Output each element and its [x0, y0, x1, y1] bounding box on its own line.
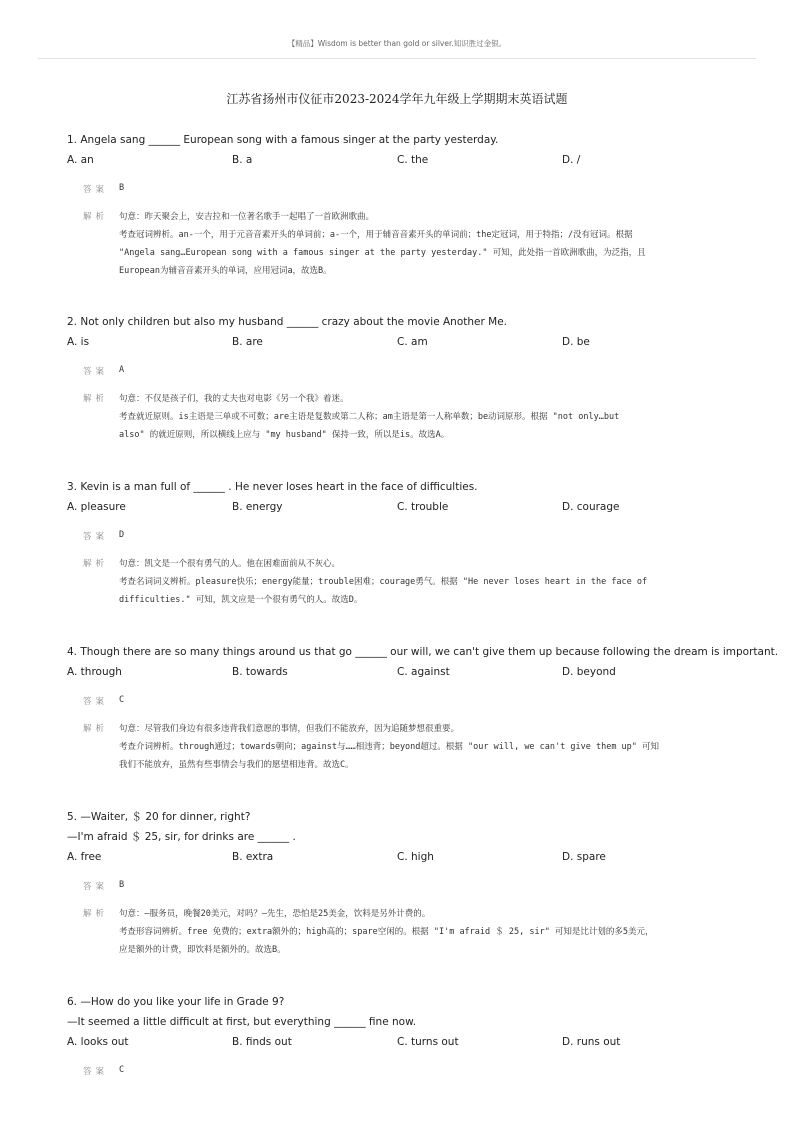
answer-label: 答案	[83, 697, 109, 707]
explanation-line: 句意：昨天聚会上，安吉拉和一位著名歌手一起唱了一首欧洲歌曲。	[119, 212, 375, 222]
answer-label: 答案	[83, 367, 109, 377]
option-a: A. an	[67, 154, 94, 166]
answer-row	[67, 365, 747, 381]
explanation-label: 解析	[83, 559, 109, 569]
question-2	[67, 312, 747, 444]
question-1	[67, 130, 747, 280]
option-a: A. free	[67, 851, 102, 863]
explanation-line: 我们不能放弃，虽然有些事情会与我们的愿望相违背。故选C。	[119, 760, 354, 770]
option-a: A. is	[67, 336, 90, 348]
option-b: B. energy	[232, 501, 283, 513]
explanation-row	[67, 720, 747, 774]
answer-row	[67, 530, 747, 546]
options-row	[67, 1032, 747, 1052]
question-stem: —It seemed a little difficult at first, but everything ______ fine now.	[67, 1016, 417, 1028]
option-d: D. /	[562, 154, 581, 166]
answer-row	[67, 1065, 747, 1081]
option-a: A. pleasure	[67, 501, 126, 513]
explanation-row	[67, 390, 747, 444]
question-stem: 4. Though there are so many things around us that go ______ our will, we can't give them up because following the dream is important.	[67, 646, 779, 658]
explanation-line: 句意：不仅是孩子们，我的丈夫也对电影《另一个我》着迷。	[119, 394, 349, 404]
explanation-line: also" 的就近原则，所以横线上应与 "my husband" 保持一致，所以是is。故选A。	[119, 430, 450, 440]
answer-row	[67, 183, 747, 199]
answer-value: C	[119, 1065, 125, 1075]
option-b: B. extra	[232, 851, 274, 863]
option-c: C. trouble	[397, 501, 449, 513]
answer-label: 答案	[83, 532, 109, 542]
options-row	[67, 150, 747, 170]
option-d: D. courage	[562, 501, 620, 513]
option-d: D. spare	[562, 851, 606, 863]
page-header: 【精品】Wisdom is better than gold or silver.知识胜过金银。	[287, 39, 507, 48]
explanation-line: European为辅音音素开头的单词，应用冠词a，故选B。	[119, 266, 332, 276]
answer-value: D	[119, 530, 125, 540]
question-5	[67, 807, 747, 959]
answer-label: 答案	[83, 1067, 109, 1077]
explanation-label: 解析	[83, 909, 109, 919]
options-row	[67, 847, 747, 867]
question-4	[67, 642, 779, 774]
question-3	[67, 477, 747, 609]
question-stem: 2. Not only children but also my husband ______ crazy about the movie Another Me.	[67, 316, 507, 328]
header-divider	[38, 58, 756, 59]
option-b: B. are	[232, 336, 263, 348]
option-c: C. high	[397, 851, 434, 863]
answer-label: 答案	[83, 185, 109, 195]
options-row	[67, 497, 747, 517]
options-row	[67, 332, 747, 352]
option-c: C. turns out	[397, 1036, 459, 1048]
answer-value: B	[119, 880, 125, 890]
explanation-row	[67, 208, 747, 280]
option-a: A. through	[67, 666, 122, 678]
option-b: B. towards	[232, 666, 288, 678]
explanation-label: 解析	[83, 212, 109, 222]
page-title: 江苏省扬州市仪征市2023-2024学年九年级上学期期末英语试题	[226, 92, 568, 106]
explanation-line: 句意：尽管我们身边有很多违背我们意愿的事情，但我们不能放弃，因为追随梦想很重要。	[119, 724, 460, 734]
answer-value: B	[119, 183, 125, 193]
answer-row	[67, 880, 747, 896]
question-stem: —I'm afraid ＄ 25, sir, for drinks are ______ .	[67, 831, 296, 843]
option-d: D. be	[562, 336, 590, 348]
explanation-line: difficulties." 可知，凯文应是一个很有勇气的人。故选D。	[119, 595, 363, 605]
question-stem: 5. —Waiter, ＄ 20 for dinner, right?	[67, 811, 251, 823]
explanation-line: 考查名词词义辨析。pleasure快乐；energy能量；trouble困难；courage勇气。根据 "He never loses heart in the face of	[119, 577, 648, 587]
explanation-line: 考查介词辨析。through通过；towards朝向；against与……相违背；beyond超过。根据 "our will, we can't give them up" 可知	[119, 742, 660, 752]
explanation-label: 解析	[83, 394, 109, 404]
option-b: B. finds out	[232, 1036, 292, 1048]
explanation-line: 考查就近原则。is主语是三单或不可数；are主语是复数或第二人称；am主语是第一人称单数；be动词原形。根据 "not only…but	[119, 412, 620, 422]
option-a: A. looks out	[67, 1036, 129, 1048]
question-6	[67, 992, 747, 1081]
explanation-row	[67, 905, 747, 959]
option-d: D. runs out	[562, 1036, 621, 1048]
options-row	[67, 662, 747, 682]
explanation-line: 句意：凯文是一个很有勇气的人。他在困难面前从不灰心。	[119, 559, 341, 569]
question-stem: 3. Kevin is a man full of ______ . He never loses heart in the face of difficulties.	[67, 481, 478, 493]
answer-value: C	[119, 695, 125, 705]
answer-label: 答案	[83, 882, 109, 892]
option-d: D. beyond	[562, 666, 616, 678]
explanation-label: 解析	[83, 724, 109, 734]
explanation-row	[67, 555, 747, 609]
answer-row	[67, 695, 747, 711]
option-c: C. against	[397, 666, 450, 678]
explanation-line: 句意：—服务员，晚餐20美元，对吗？—先生，恐怕是25美金，饮料是另外计费的。	[119, 909, 431, 919]
explanation-line: 考查形容词辨析。free 免费的；extra额外的；high高的；spare空闲的。根据 "I'm afraid ＄ 25, sir" 可知是比计划的多5美元，	[119, 927, 654, 937]
option-b: B. a	[232, 154, 253, 166]
question-stem: 6. —How do you like your life in Grade 9?	[67, 996, 285, 1008]
explanation-line: "Angela sang…European song with a famous singer at the party yesterday." 可知，此处指一首欧洲歌曲，为泛指，且	[119, 248, 646, 258]
explanation-line: 考查冠词辨析。an-一个，用于元音音素开头的单词前；a-一个，用于辅音音素开头的单词前；the定冠词，用于特指；/没有冠词。根据	[119, 230, 633, 240]
question-stem: 1. Angela sang ______ European song with a famous singer at the party yesterday.	[67, 134, 499, 146]
answer-value: A	[119, 365, 125, 375]
explanation-line: 应是额外的计费，即饮料是额外的。故选B。	[119, 945, 286, 955]
option-c: C. am	[397, 336, 428, 348]
option-c: C. the	[397, 154, 429, 166]
